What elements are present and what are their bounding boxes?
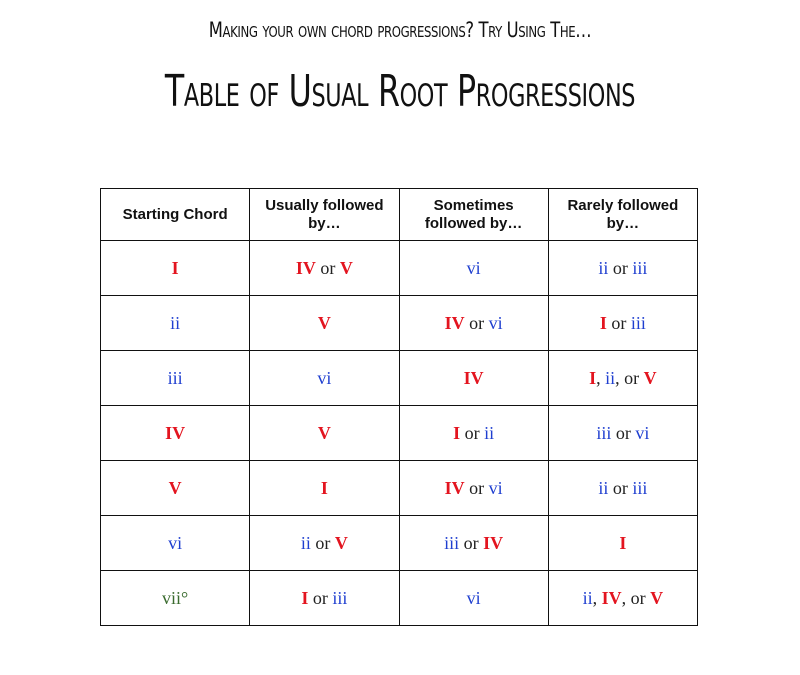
starting-chord-cell	[101, 571, 250, 626]
starting-chord-cell	[101, 296, 250, 351]
chord: I	[453, 422, 461, 443]
chord: I	[599, 312, 607, 333]
root-progressions-table	[100, 188, 698, 626]
header-rarely-followed: Rarely followed by…	[548, 189, 697, 241]
chord: V	[334, 532, 348, 553]
chord: ii	[598, 477, 609, 498]
chord: IV	[483, 532, 504, 553]
chord: V	[168, 477, 182, 498]
table-row	[101, 406, 698, 461]
chord: I	[171, 257, 179, 278]
page-title: Table of Usual Root Progressions	[164, 66, 636, 117]
chord: V	[650, 587, 664, 608]
chord: V	[643, 367, 657, 388]
usually-followed-cell	[250, 296, 399, 351]
rarely-followed-cell	[548, 241, 697, 296]
usually-followed-cell	[250, 516, 399, 571]
table-row	[101, 461, 698, 516]
separator: , or	[621, 587, 651, 608]
chord: vii°	[162, 587, 189, 608]
chord: iii	[632, 477, 648, 498]
rarely-followed-cell	[548, 516, 697, 571]
sometimes-followed-cell	[399, 351, 548, 406]
separator: ,	[592, 587, 602, 608]
chord: V	[317, 422, 331, 443]
chord: I	[320, 477, 328, 498]
chord: vi	[168, 532, 183, 553]
sometimes-followed-cell	[399, 296, 548, 351]
chord: iii	[596, 422, 612, 443]
separator: or	[464, 312, 489, 333]
chord: IV	[444, 312, 465, 333]
starting-chord-cell	[101, 461, 250, 516]
chord: vi	[488, 312, 503, 333]
chord: ii	[598, 257, 609, 278]
chord: vi	[635, 422, 650, 443]
chord: ii	[300, 532, 311, 553]
starting-chord-cell	[101, 516, 250, 571]
chord: vi	[317, 367, 332, 388]
chord: iii	[167, 367, 183, 388]
separator: or	[606, 312, 631, 333]
chord: iii	[444, 532, 460, 553]
table-row	[101, 296, 698, 351]
chord: iii	[630, 312, 646, 333]
chord: iii	[332, 587, 348, 608]
chord: I	[619, 532, 627, 553]
chord: IV	[444, 477, 465, 498]
table-row	[101, 241, 698, 296]
page-subtitle: Making your own chord progressions? Try Using The…	[208, 18, 592, 42]
chord: vi	[466, 587, 481, 608]
chord: ii	[170, 312, 181, 333]
sometimes-followed-cell	[399, 241, 548, 296]
sometimes-followed-cell	[399, 461, 548, 516]
chord: IV	[165, 422, 186, 443]
usually-followed-cell	[250, 461, 399, 516]
chord: I	[589, 367, 597, 388]
separator: or	[308, 587, 333, 608]
usually-followed-cell	[250, 571, 399, 626]
chord: V	[317, 312, 331, 333]
sometimes-followed-cell	[399, 406, 548, 461]
separator: , or	[615, 367, 644, 388]
chord: iii	[632, 257, 648, 278]
header-starting-chord: Starting Chord	[101, 189, 250, 241]
separator: ,	[596, 367, 606, 388]
separator: or	[310, 532, 335, 553]
usually-followed-cell	[250, 241, 399, 296]
chord: ii	[582, 587, 593, 608]
table-row	[101, 571, 698, 626]
rarely-followed-cell	[548, 296, 697, 351]
separator: or	[460, 422, 485, 443]
chord: ii	[605, 367, 616, 388]
table-row	[101, 351, 698, 406]
separator: or	[608, 477, 633, 498]
sometimes-followed-cell	[399, 571, 548, 626]
chord: ii	[484, 422, 495, 443]
sometimes-followed-cell	[399, 516, 548, 571]
header-usually-followed: Usually followed by…	[250, 189, 399, 241]
chord: V	[339, 257, 353, 278]
separator: or	[464, 477, 489, 498]
rarely-followed-cell	[548, 406, 697, 461]
usually-followed-cell	[250, 406, 399, 461]
chord: IV	[463, 367, 484, 388]
table-row	[101, 516, 698, 571]
header-sometimes-followed: Sometimes followed by…	[399, 189, 548, 241]
starting-chord-cell	[101, 241, 250, 296]
chord: IV	[295, 257, 316, 278]
table-header-row	[101, 189, 698, 241]
separator: or	[608, 257, 633, 278]
chord: I	[301, 587, 309, 608]
chord: vi	[488, 477, 503, 498]
separator: or	[611, 422, 636, 443]
separator: or	[315, 257, 340, 278]
usually-followed-cell	[250, 351, 399, 406]
rarely-followed-cell	[548, 351, 697, 406]
chord: vi	[466, 257, 481, 278]
chord: IV	[601, 587, 622, 608]
separator: or	[459, 532, 484, 553]
starting-chord-cell	[101, 351, 250, 406]
rarely-followed-cell	[548, 461, 697, 516]
starting-chord-cell	[101, 406, 250, 461]
rarely-followed-cell	[548, 571, 697, 626]
